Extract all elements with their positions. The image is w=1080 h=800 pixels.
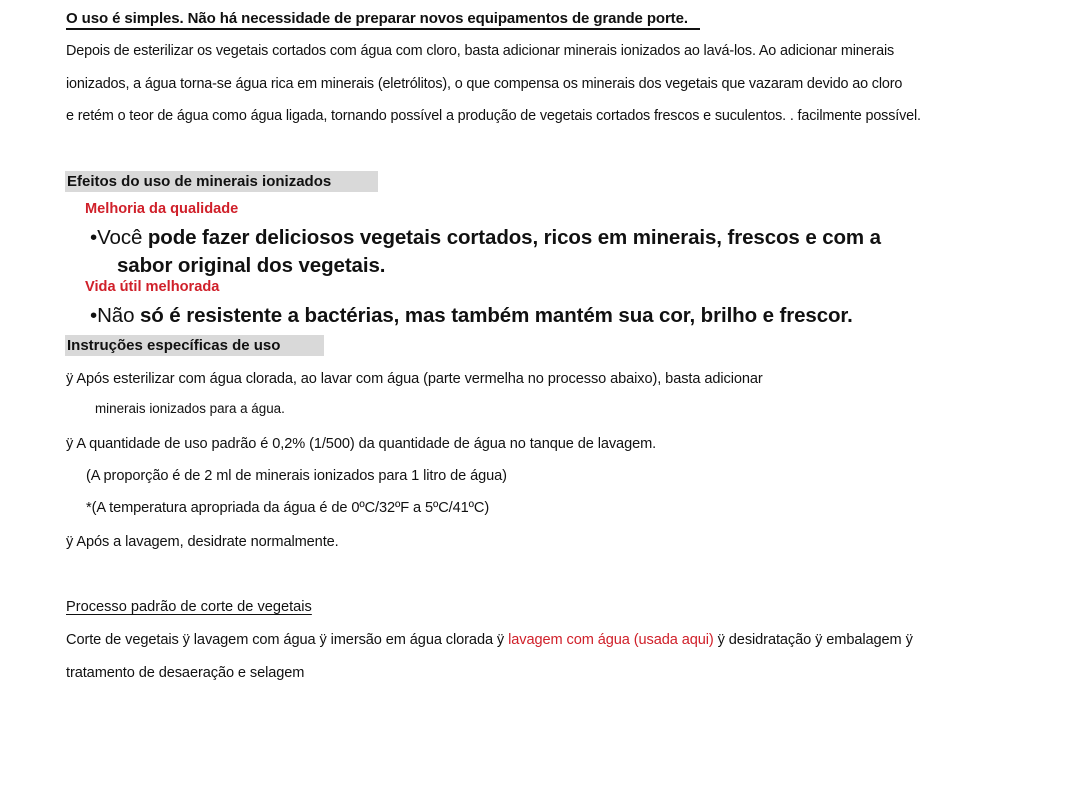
instruction-line-1: ÿ Após esterilizar com água clorada, ao lavar com água (parte vermelha no processo abaixo), basta adicionar [66,371,763,387]
effect-bullet-quality [90,226,881,250]
effect-subtitle-shelf-life: Vida útil melhorada [85,279,220,295]
effect-subtitle-quality: Melhoria da qualidade [85,201,239,217]
bullet-text: só é resistente a bactérias, mas também mantém sua cor, brilho e frescor. [134,304,853,327]
instructions-heading: Instruções específicas de uso [65,335,324,356]
effects-heading: Efeitos do uso de minerais ionizados [65,171,378,192]
instruction-line-3: ÿ A quantidade de uso padrão é 0,2% (1/500) da quantidade de água no tanque de lavagem. [66,436,657,452]
process-line-1 [66,632,913,648]
instruction-line-6: ÿ Após a lavagem, desidrate normalmente. [66,534,339,550]
effect-bullet-shelf-life [90,304,853,328]
title-underline [66,28,700,30]
process-steps-after: ÿ desidratação ÿ embalagem ÿ [713,632,913,648]
process-step-highlight: lavagem com água (usada aqui) [508,632,714,648]
intro-title: O uso é simples. Não há necessidade de preparar novos equipamentos de grande porte. [66,10,688,27]
process-title: Processo padrão de corte de vegetais [66,599,312,615]
intro-line-3: e retém o teor de água como água ligada, tornando possível a produção de vegetais cortados frescos e suculentos. . facilmente possível. [66,108,921,124]
instruction-line-4: (A proporção é de 2 ml de minerais ionizados para 1 litro de água) [86,468,507,484]
instruction-line-2: minerais ionizados para a água. [95,401,285,416]
intro-line-2: ionizados, a água torna-se água rica em minerais (eletrólitos), o que compensa os minerais dos vegetais que vazaram devido ao cloro [66,76,903,92]
bullet-text: pode fazer deliciosos vegetais cortados, ricos em minerais, frescos e com a [142,226,881,249]
process-steps-before: Corte de vegetais ÿ lavagem com água ÿ imersão em água clorada ÿ [66,632,509,648]
process-line-2: tratamento de desaeração e selagem [66,665,305,681]
bullet-lead: •Não [90,304,135,327]
effect-bullet-quality-line2: sabor original dos vegetais. [117,254,386,277]
intro-line-1: Depois de esterilizar os vegetais cortados com água com cloro, basta adicionar minerais ionizados ao lavá-los. Ao adicionar minerais [66,43,895,59]
bullet-lead: •Você [90,226,143,249]
instruction-line-5: *(A temperatura apropriada da água é de 0ºC/32ºF a 5ºC/41ºC) [86,500,490,516]
